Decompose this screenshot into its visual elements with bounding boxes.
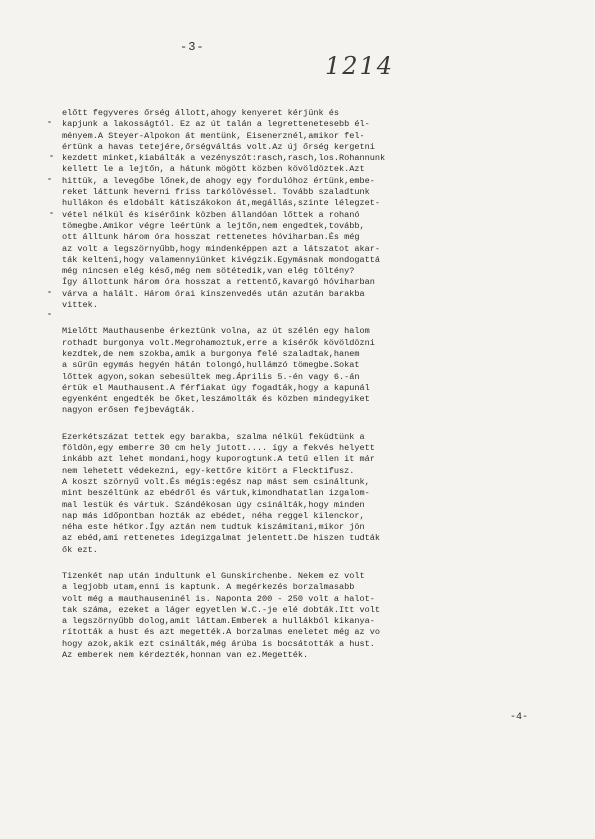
typewritten-body [62,108,562,676]
text-line: hullákon és eldobált kátiszákokon át,megállás,szinte lélegzet- [62,198,380,209]
text-line: tak száma, ezeket a láger egyetlen W.C.-je elé dobták.Itt volt [62,604,380,615]
text-line: vittek. [62,300,98,311]
text-line: előtt fegyveres őrség állott,ahogy kenyeret kérjünk és [62,108,339,118]
text-line: Mielőtt Mauthausenbe érkeztünk volna, az út szélén egy halom [62,326,370,337]
text-line: tömegbe.Amikor végre leértünk a lejtőn,nem engedtek,tovább, [62,220,365,231]
text-line: várva a halált. Három órai kínszenvedés után azután barakba [62,288,365,299]
text-line: kezdtek,de nem szokba,amik a burgonya felé szaladtak,hanem [62,348,360,359]
handwritten-archive-number: 1214 [325,52,395,80]
text-line: nagyon erősen fejbevágták. [62,405,196,416]
text-line: Így állottunk három óra hosszat a rettentő,kavargó hóviharban [62,277,375,288]
paragraph [62,108,562,311]
text-line: inkább azt lehet mondani,hogy kuporogtunk.A tetű ellen it már [62,454,375,465]
text-line: ták kelteni,hogy valamennyiünket kivégzik.Egymásnak mondogattá [62,254,380,265]
text-line: földön,egy emberre 30 cm hely jutott.... így a fekvés helyett [62,443,375,454]
text-line: vétel nélkül és kísérőink közben állandóan lőttek a rohanó [62,209,360,220]
text-line: mal lestük és vártuk. Szándékosan úgy csinálták,hogy minden [62,499,365,510]
paragraph [62,326,562,416]
margin-mark [48,313,51,315]
text-line: kellett le a lejtőn, a hátunk mögött közben kövöldöztek.Azt [62,164,365,175]
text-line: ményem.A Steyer-Alpokon át mentünk, Eisenerznél,amikor fel- [62,130,365,141]
text-line: mint beszéltünk az ebédről és vártuk,kimondhatatlan izgalom- [62,488,370,499]
text-line: hogy azok,akik ezt csinálták,még árúba is bocsátották a hust. [62,638,375,649]
margin-mark [50,212,53,214]
text-line: Ezerkétszázat tettek egy barakba, szalma nélkül feküdtünk a [62,431,365,442]
text-line: még nincsen elég késő,még nem sötétedik,van elég töltény? [62,266,355,277]
text-line: értük el Mauthausent.A férfiakat úgy fogadták,hogy a kapunál [62,382,370,393]
page-number: -3- [180,40,205,54]
paragraph [62,571,562,661]
text-line: az ebéd,ami rettenetes idegizgalmat jelentett.De hiszen tudták [62,533,380,544]
text-line: rothadt burgonya volt.Megrohamoztuk,erre a kísérők kövöldözni [62,337,375,348]
text-line: értünk a havas tetejére,őrségváltás volt.Az új őrség kergetni [62,141,375,152]
paragraph [62,432,562,556]
text-line: Az emberek nem kérdezték,honnan van ez.Megették. [62,650,309,661]
text-line: a legszörnyűbb dolog,amit láttam.Emberek a hullákból kikanya- [62,616,375,627]
text-line: egyenként engedték be őket,leszámolták és közben mindegyiket [62,394,370,405]
text-line: volt még a mauthauseninél is. Naponta 200 - 250 volt a halot- [62,593,375,604]
text-line: rították a hust és azt megették.A borzalmas eneletet még az vo [62,627,380,638]
next-page-number: -4- [510,712,529,723]
text-line: hittük, a levegőbe lőnek,de ahogy egy fordulóhoz értünk,embe- [62,175,375,186]
text-line: nem lehetett védekezni, egy-kettőre kitört a Flecktifusz. [62,465,355,476]
margin-mark [50,155,53,157]
text-line: nap más időpontban hozták az ebédet, néha reggel kilenckor, [62,510,365,521]
text-line: ott álltunk három óra hosszat rettenetes hóviharban.És még [62,232,360,243]
text-line: ők ezt. [62,544,98,555]
margin-mark [48,121,51,123]
text-line: néha este hétkor.Így aztán nem tudtuk kiszámítani,mikor jön [62,522,365,533]
text-line: A koszt szörnyű volt.És mégis:egész nap mást sem csináltunk, [62,476,370,487]
text-line: a legjobb utam,enni is kaptunk. A megérkezés borzalmasabb [62,582,355,593]
text-line: a sűrűn egymás hegyén hátán tolongó,hullámzó tömegbe.Sokat [62,360,360,371]
text-line: az volt a legszörnyűbb,hogy mindenképpen azt a látszatot akar- [62,243,380,254]
margin-mark [48,178,51,180]
text-line: kapjunk a lakosságtól. Ez az út talán a legrettenetesebb él- [62,119,370,130]
margin-mark [48,291,51,293]
text-line: lőttek agyon,sokan sebesültek meg.Április 5.-én vagy 6.-án [62,371,360,382]
text-line: Tizenkét nap után indultunk el Gunskirchenbe. Nekem ez volt [62,570,365,581]
text-line: reket láttunk heverni friss tarkólövéssel. Tovább szaladtunk [62,187,370,198]
text-line: kezdett minket,kiabálták a vezényszót:rasch,rasch,los.Rohannunk [62,153,386,164]
